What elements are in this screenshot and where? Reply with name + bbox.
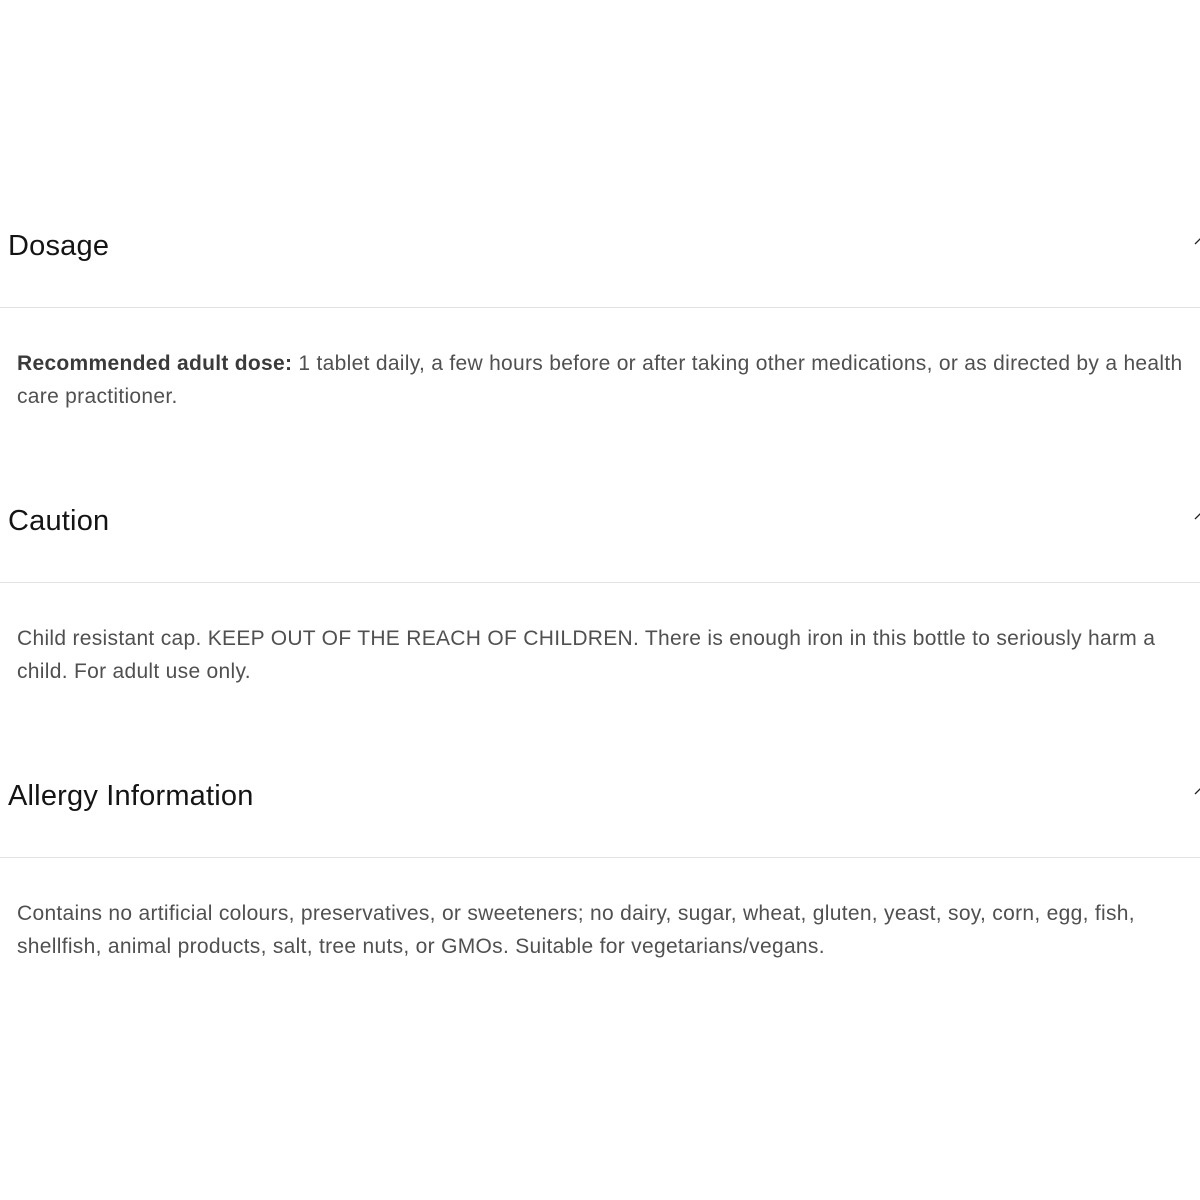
dosage-title: Dosage xyxy=(8,230,110,262)
chevron-up-icon[interactable] xyxy=(1194,785,1200,797)
allergy-title: Allergy Information xyxy=(8,780,254,812)
dosage-bold-label: Recommended adult dose: xyxy=(17,352,293,375)
dosage-section xyxy=(0,229,1200,408)
dosage-header[interactable] xyxy=(0,229,1200,308)
caution-header[interactable] xyxy=(0,504,1200,583)
caution-title: Caution xyxy=(8,505,110,537)
chevron-up-icon[interactable] xyxy=(1194,510,1200,522)
allergy-body: Contains no artificial colours, preservatives, or sweeteners; no dairy, sugar, wheat, gluten, yeast, soy, corn, egg, fish, shellfish, animal products, salt, tree nuts, or GMOs. Suitable for vegetarians/vegans. xyxy=(17,902,1135,958)
caution-section xyxy=(0,504,1200,683)
chevron-up-icon[interactable] xyxy=(1194,235,1200,247)
caution-body: Child resistant cap. KEEP OUT OF THE REACH OF CHILDREN. There is enough iron in this bottle to seriously harm a child. For adult use only. xyxy=(17,627,1156,683)
dosage-body xyxy=(17,347,1200,413)
allergy-section xyxy=(0,779,1200,958)
dosage-text: 1 tablet daily, a few hours before or after taking other medications, or as directed by a health care practitioner. xyxy=(17,352,1183,408)
allergy-header[interactable] xyxy=(0,779,1200,858)
